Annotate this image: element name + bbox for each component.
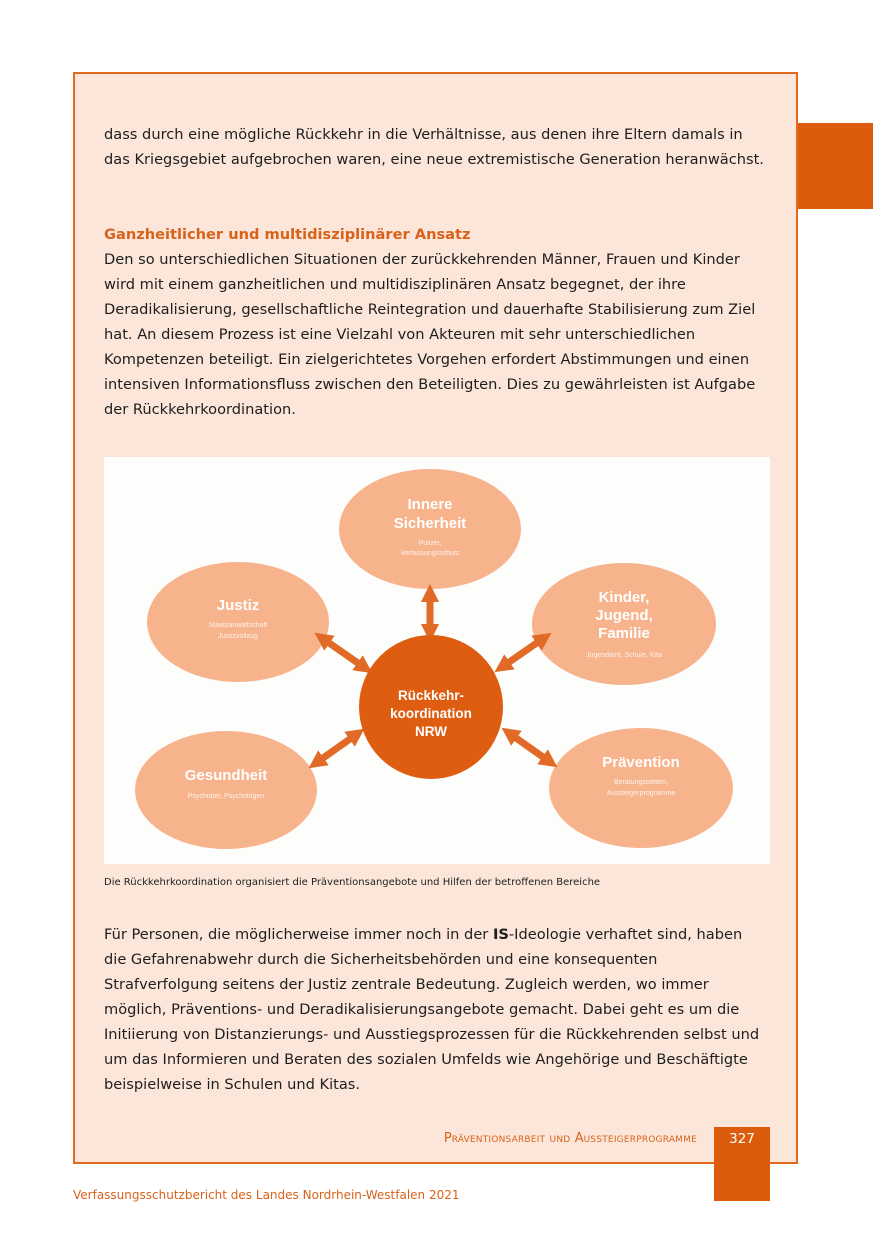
title-part-2: ussteigerprogramme (583, 1131, 697, 1146)
praevention-sub-line1: Beratungsstellen, (613, 779, 669, 786)
kinder-title-line2: Jugend, (595, 607, 653, 624)
gesundheit-sub-line1: Psychiater, Psychologen (187, 793, 265, 800)
kinder-sub-line1: Jugendamt, Schule, Kita (586, 652, 662, 659)
running-section-title (444, 1128, 697, 1150)
justiz-sub-line2: Justizvollzug (218, 633, 258, 640)
node-gesundheit (135, 731, 317, 849)
justiz-title: Justiz (216, 597, 260, 614)
title-initial-p: P (443, 1131, 452, 1146)
side-tab-marker (798, 123, 873, 209)
praevention-sub-line2: Aussteigerprogramme (606, 790, 676, 797)
is-abbreviation: IS (492, 926, 509, 943)
diagram-canvas (104, 457, 770, 864)
figure-caption: Die Rückkehrkoordination organisiert die Präventionsangebote und Hilfen der betroffenen Bereiche (104, 877, 601, 888)
kinder-title-line3: Familie (598, 625, 650, 642)
node-kinder-jugend-familie (532, 563, 716, 685)
arrow-gesundheit (316, 734, 357, 763)
arrow-justiz (322, 638, 365, 668)
node-praevention (549, 728, 733, 848)
paragraph-measures (104, 922, 766, 1097)
praevention-title: Prävention (602, 754, 680, 771)
innere-sub-line2: Verfassungsschutz (400, 550, 460, 557)
publication-title: Verfassungsschutzbericht des Landes Nordrhein-Westfalen 2021 (73, 1188, 460, 1202)
title-initial-a: A (574, 1131, 584, 1146)
paragraph-intro: dass durch eine mögliche Rückkehr in die Verhältnisse, aus denen ihre Eltern damals in das Kriegsgebiet aufgebrochen waren, eine neue extremistische Generation heranwächst. (104, 126, 764, 168)
center-title-line3: NRW (415, 724, 447, 739)
center-title-line2: koordination (390, 706, 472, 721)
justiz-sub-line1: Staatsanwaltschaft (208, 622, 268, 629)
paragraph-approach: Den so unterschiedlichen Situationen der zurückkehrenden Männer, Frauen und Kinder wird mit einem ganzheitlichen und multidisziplinären Ansatz begegnet, der ihre Deradikalisierung, gesellschaftliche Reintegration und dauerhafte Stabilisierung zum Ziel hat. An diesem Prozess ist eine Vielzahl von Akteuren mit sehr unterschiedlichen Kompetenzen beteiligt. Ein zielgerichtetes Vorgehen erfordert Abstimmungen und einen intensiven Informationsfluss zwischen den Beteiligten. Dies zu gewährleisten ist Aufgabe der Rückkehrkoordination. (104, 251, 756, 418)
title-part-1: räventionsarbeit und (451, 1131, 575, 1146)
coordination-diagram (104, 457, 770, 864)
paragraph-measures-rest: -Ideologie verhaftet sind, haben die Gefahrenabwehr durch die Sicherheitsbehörden und eine konsequenten Strafverfolgung seitens der Justiz zentrale Bedeutung. Zugleich werden, wo immer möglich, Präventions- und Deradikalisierungsangebote gemacht. Dabei geht es um die Initiierung von Distanzierungs- und Ausstiegsprozessen für die Rückkehrenden selbst und um das Informieren und Beraten des sozialen Umfelds wie Angehörige und Beschäftigte beispielweise in Schulen und Kitas. (104, 926, 760, 1093)
page-number-box (714, 1127, 770, 1201)
center-title-line1: Rückkehr- (397, 688, 465, 703)
gesundheit-title: Gesundheit (184, 767, 268, 784)
paragraph-measures-start: Für Personen, die möglicherweise immer noch in der (104, 926, 493, 943)
innere-sub-line1: Polizei, (418, 540, 442, 547)
arrow-kinder (502, 638, 544, 667)
section-heading: Ganzheitlicher und multidisziplinärer Ansatz (104, 226, 471, 243)
arrow-praevention (509, 733, 550, 762)
page-number: 327 (729, 1131, 755, 1147)
innere-title-line1: Innere (407, 496, 453, 513)
innere-title-line2: Sicherheit (393, 515, 467, 532)
kinder-title-line1: Kinder, (598, 589, 650, 606)
